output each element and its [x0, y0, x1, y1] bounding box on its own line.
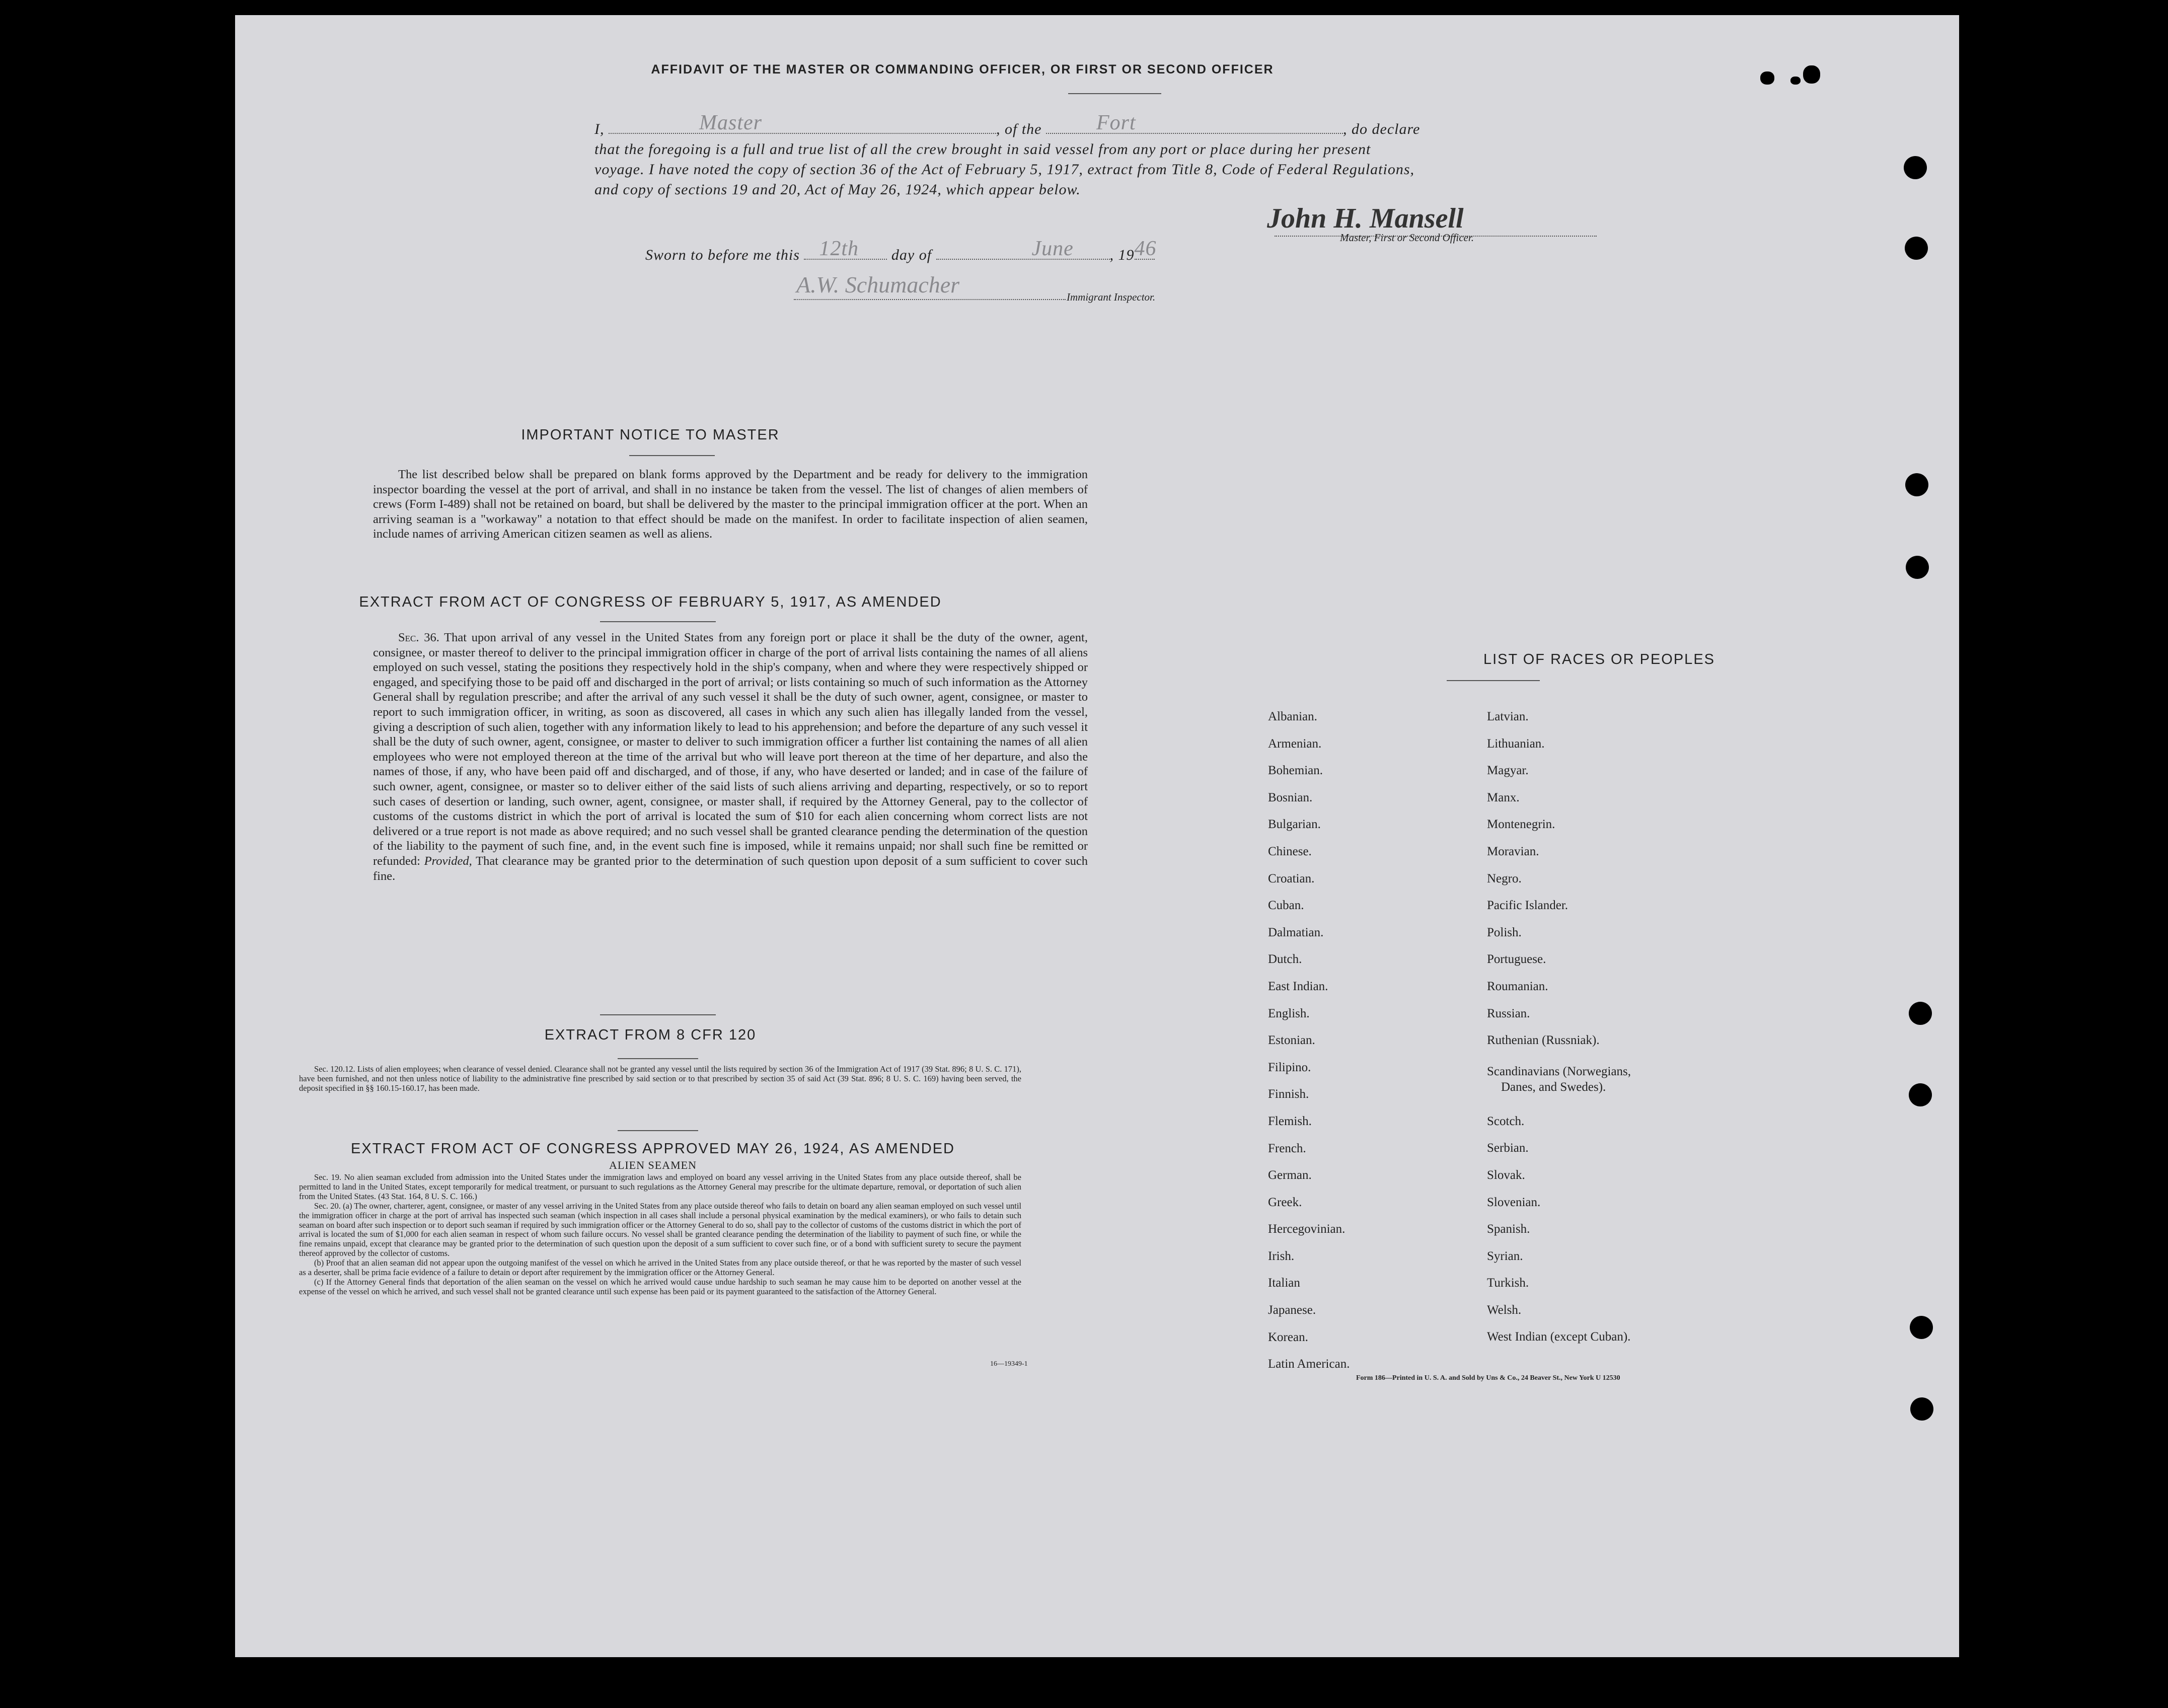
race-item: Italian — [1268, 1276, 1300, 1290]
race-item: Dutch. — [1268, 952, 1302, 967]
master-signature: John H. Mansell — [1267, 203, 1464, 234]
inspector-signature-line — [794, 299, 1066, 300]
binder-hole — [1910, 1316, 1933, 1339]
race-item: East Indian. — [1268, 979, 1328, 993]
master-field — [609, 111, 996, 134]
race-item: Slovak. — [1487, 1168, 1525, 1182]
provided-body: That clearance may be granted prior to the determination of such question upon deposit of a sum sufficient to cover such fine. — [373, 854, 1088, 883]
binder-hole — [1909, 1083, 1932, 1106]
document-page — [235, 15, 1959, 1657]
race-item: Croatian. — [1268, 871, 1315, 885]
race-item: Estonian. — [1268, 1033, 1315, 1048]
notice-rule — [629, 455, 715, 456]
inspector-signature-block — [794, 273, 1076, 303]
sec19-text: Sec. 19. No alien seaman excluded from admission into the United States under the immigration laws and employed on board any vessel arriving in the United States from any place outside thereof, shall be permitted to land in the United States, except temporarily for medical treatment, or pursuant to such regulations as the Attorney General may prescribe for the ultimate departure, removal, or deportation of such alien from the United States. (43 Stat. 164, 8 U. S. C. 166.) — [299, 1172, 1021, 1201]
signature-caption: Master, First or Second Officer. — [1340, 232, 1474, 244]
day-field — [804, 237, 887, 260]
affidavit-title: AFFIDAVIT OF THE MASTER OR COMMANDING OFFICER, OR FIRST OR SECOND OFFICER — [651, 62, 1274, 77]
race-item: Greek. — [1268, 1195, 1302, 1209]
year-field — [1134, 237, 1157, 260]
binder-hole — [1906, 556, 1929, 579]
affidavit-line-1 — [594, 111, 1421, 138]
cfr-text: Sec. 120.12. Lists of alien employees; when clearance of vessel denied. Clearance shall not be granted any vessel until the lists required by section 36 of the Immigration Act of 1917 (39 Stat. 896; 8 U. S. C. 171), have been furnished, and not then unless notice of liability to the administrative fine prescribed by said section or to that prescribed by section 35 of said Act (39 Stat. 896; 8 U. S. C. 169) having been served, the deposit specified in §§ 160.15-160.17, has been made. — [299, 1064, 1021, 1093]
cfr-title: EXTRACT FROM 8 CFR 120 — [544, 1027, 757, 1043]
notice-text: The list described below shall be prepared on blank forms approved by the Department and be ready for delivery to the immigration inspector boarding the vessel at the port of arrival, and shall in no instance be taken from the vessel. The list of changes of alien members of crews (Form I-489) shall not be retained on board, but shall be delivered by the master to the principal immigration officer at the port. When an arriving seaman is a "workaway" a notation to that effect should be made on the manifest. In order to facilitate inspection of alien seamen, include names of arriving American citizen seamen as well as aliens. — [373, 468, 1088, 541]
inspector-caption: Immigrant Inspector. — [1067, 291, 1156, 303]
race-item: Pacific Islander. — [1487, 899, 1568, 913]
race-item: Chinese. — [1268, 844, 1312, 858]
year-prefix: , 19 — [1109, 247, 1135, 263]
race-item: Latin American. — [1268, 1357, 1350, 1371]
race-item: Slovenian. — [1487, 1195, 1541, 1209]
sec20b-text: (b) Proof that an alien seaman did not appear upon the outgoing manifest of the vessel on which he arrived in the United States from any place outside thereof, or that he was reported by the master of such vessel as a deserter, shall be prima facie evidence of a failure to detain or deport after requirement by the immigration officer or the Attorney General. — [299, 1258, 1021, 1278]
race-item: Scotch. — [1487, 1114, 1525, 1128]
sworn-line — [645, 237, 1157, 264]
races-column-1 — [1268, 710, 1350, 1384]
race-item: Russian. — [1487, 1006, 1530, 1020]
race-item: Finnish. — [1268, 1087, 1309, 1101]
inspector-signature: A.W. Schumacher — [796, 272, 960, 298]
vessel-handwritten: Fort — [1096, 111, 1136, 134]
race-item: Lithuanian. — [1487, 736, 1545, 751]
affidavit-line-3: voyage. I have noted the copy of section 36 of the Act of February 5, 1917, extract from Title 8, Code of Federal Regulations, — [594, 161, 1415, 178]
binder-hole — [1910, 1397, 1933, 1421]
race-item: German. — [1268, 1168, 1312, 1182]
race-item: Magyar. — [1487, 764, 1529, 778]
race-item: Montenegrin. — [1487, 818, 1555, 832]
day-of-label: day of — [891, 247, 932, 263]
year-handwritten: 46 — [1134, 237, 1157, 260]
alien-seamen-subtitle: ALIEN SEAMEN — [609, 1159, 697, 1171]
race-item: Filipino. — [1268, 1060, 1311, 1074]
race-item: Serbian. — [1487, 1141, 1529, 1155]
form-code: 16—19349-1 — [990, 1360, 1028, 1368]
race-item: Spanish. — [1487, 1222, 1530, 1236]
race-item: West Indian (except Cuban). — [1487, 1330, 1631, 1344]
sec36-body: That upon arrival of any vessel in the United States from any foreign port or place it shall be the duty of the owner, agent, consignee, or master thereof to deliver to the principal immigration officer in charge of the port of arrival lists containing the names of all aliens employed on such vessel, stating the positions they respectively hold in the ship's company, when and where they were respectively shipped or engaged, and specifying those to be paid off and discharged in the port of arrival; or lists containing so much of such information as the Attorney General shall by regulation prescribe; and after the arrival of any such vessel it shall be the duty of such owner, agent, consignee, or master to report to such immigration officer, in writing, as soon as discovered, all cases in which any such alien has illegally landed from the vessel, giving a description of such alien, together with any information likely to lead to his apprehension; and before the departure of any such vessel it shall be the duty of such owner, agent, consignee, or master to deliver to such immigration officer a further list containing the names of all alien employees who were not employed thereon at the time of the arrival but who will leave port thereon at the time of her departure, and also the names of those, if any, who have been paid off and discharged, and of those, if any, who have deserted or landed; and in case of the failure of such owner, agent, consignee, or master so to deliver either of the said lists of such aliens arriving and departing, respectively, or so to report such cases of desertion or landing, such owner, agent, consignee, or master shall, if required by the Attorney General, pay to the collector of customs of the customs district in which the port of arrival is located the sum of $10 for each alien concerning whom correct lists are not delivered or a true report is not made as above required; and no such vessel shall be granted clearance pending the determination of the question of the liability to the payment of such fine, and, in the event such fine is imposed, while it remains unpaid; nor shall such fine be remitted or refunded: — [373, 631, 1088, 868]
extract1924-text — [299, 1173, 1021, 1297]
sec20c-text: (c) If the Attorney General finds that deportation of the alien seaman on the vessel on which he arrived would cause undue hardship to such seaman he may cause him to be deported on another vessel at the expense of the vessel on which he arrived, and such vessel shall not be granted clearance until such expense has been paid or its payment guaranteed to the satisfaction of the Attorney General. — [299, 1277, 1021, 1296]
races-rule — [1447, 680, 1540, 681]
binder-hole — [1905, 473, 1928, 496]
race-item: Flemish. — [1268, 1114, 1312, 1128]
sworn-prefix: Sworn to before me this — [645, 247, 800, 263]
ink-blot — [1760, 71, 1774, 85]
affidavit-line-2: that the foregoing is a full and true list of all the crew brought in said vessel from any port or place during her present — [594, 141, 1371, 158]
extract1917-rule — [600, 621, 716, 622]
scandinavians-line-2: Danes, and Swedes). — [1501, 1080, 1606, 1094]
form-footer: Form 186—Printed in U. S. A. and Sold by Uns & Co., 24 Beaver St., New York U 12530 — [1356, 1374, 1620, 1382]
cfr-rule — [618, 1058, 698, 1059]
do-declare-label: , do declare — [1343, 121, 1421, 137]
race-item: Turkish. — [1487, 1276, 1529, 1290]
binder-hole — [1909, 1002, 1932, 1025]
race-item: Moravian. — [1487, 844, 1539, 858]
race-item: Welsh. — [1487, 1303, 1522, 1317]
race-item: Negro. — [1487, 871, 1522, 885]
vessel-field — [1046, 111, 1343, 134]
affidavit-line-4: and copy of sections 19 and 20, Act of May 26, 1924, which appear below. — [594, 181, 1081, 198]
title-rule — [1068, 93, 1161, 94]
ink-blot — [1803, 65, 1820, 84]
master-handwritten: Master — [699, 111, 762, 134]
notice-title: IMPORTANT NOTICE TO MASTER — [521, 427, 780, 443]
race-item: Korean. — [1268, 1330, 1308, 1344]
race-item: Manx. — [1487, 790, 1520, 804]
race-item: Albanian. — [1268, 710, 1317, 723]
race-item: Dalmatian. — [1268, 925, 1324, 939]
day-handwritten: 12th — [819, 237, 859, 260]
i-label: I, — [594, 121, 605, 137]
scandinavians-line-1: Scandinavians (Norwegians, — [1487, 1064, 1631, 1078]
race-item: Roumanian. — [1487, 979, 1548, 993]
month-handwritten: June — [1031, 237, 1074, 260]
of-the-label: , of the — [996, 121, 1042, 137]
race-item: English. — [1268, 1006, 1310, 1020]
provided-label: Provided, — [424, 854, 472, 868]
extract1917-title: EXTRACT FROM ACT OF CONGRESS OF FEBRUARY 5, 1917, AS AMENDED — [359, 594, 942, 610]
race-item-scandinavians — [1487, 1061, 1631, 1115]
race-item: Irish. — [1268, 1249, 1295, 1263]
race-item: Bosnian. — [1268, 790, 1313, 804]
race-item: Hercegovinian. — [1268, 1222, 1345, 1236]
race-item: Ruthenian (Russniak). — [1487, 1033, 1600, 1048]
race-item: French. — [1268, 1141, 1306, 1155]
cfr-end-rule — [618, 1130, 698, 1131]
race-item: Polish. — [1487, 925, 1522, 939]
race-item: Portuguese. — [1487, 952, 1546, 967]
race-item: Cuban. — [1268, 899, 1304, 913]
race-item: Latvian. — [1487, 710, 1529, 723]
extract1917-end-rule — [600, 1014, 716, 1015]
month-field — [936, 237, 1110, 260]
race-item: Bohemian. — [1268, 764, 1323, 778]
binder-hole — [1905, 237, 1928, 260]
race-item: Bulgarian. — [1268, 818, 1321, 832]
race-item: Syrian. — [1487, 1249, 1523, 1263]
binder-hole — [1904, 156, 1927, 179]
race-item: Japanese. — [1268, 1303, 1316, 1317]
sec20a-text: Sec. 20. (a) The owner, charterer, agent, consignee, or master of any vessel arriving in the United States from any place outside thereof who fails to detain on board any alien seaman employed on such vessel until the immigration officer in charge at the port of arrival has inspected such seaman (which inspection in all cases shall include a personal physical examination by the medical examiners), or who fails to detain such seaman on board after such inspection or to deport such seaman if required by such immigration officer or the Attorney General to do so, shall pay to the collector of customs of the customs district in which the port of arrival is located the sum of $1,000 for each alien seaman in respect of whom such failure occurs. No vessel shall be granted clearance pending the determination of the liability to payment of such fine, or while the fine remains unpaid, except that clearance may be granted prior to the determination of such question upon the deposit of a sum sufficient to cover such fine, or of a bond with sufficient surety to secure the payment thereof approved by the collector of customs. — [299, 1201, 1021, 1258]
extract1924-title: EXTRACT FROM ACT OF CONGRESS APPROVED MAY 26, 1924, AS AMENDED — [351, 1141, 955, 1157]
extract1917-text — [373, 630, 1088, 883]
races-column-2 — [1487, 710, 1631, 1357]
sec36-label: Sec. 36. — [398, 631, 439, 644]
race-item: Armenian. — [1268, 736, 1322, 751]
races-title: LIST OF RACES OR PEOPLES — [1483, 651, 1715, 667]
ink-blot — [1790, 77, 1801, 85]
